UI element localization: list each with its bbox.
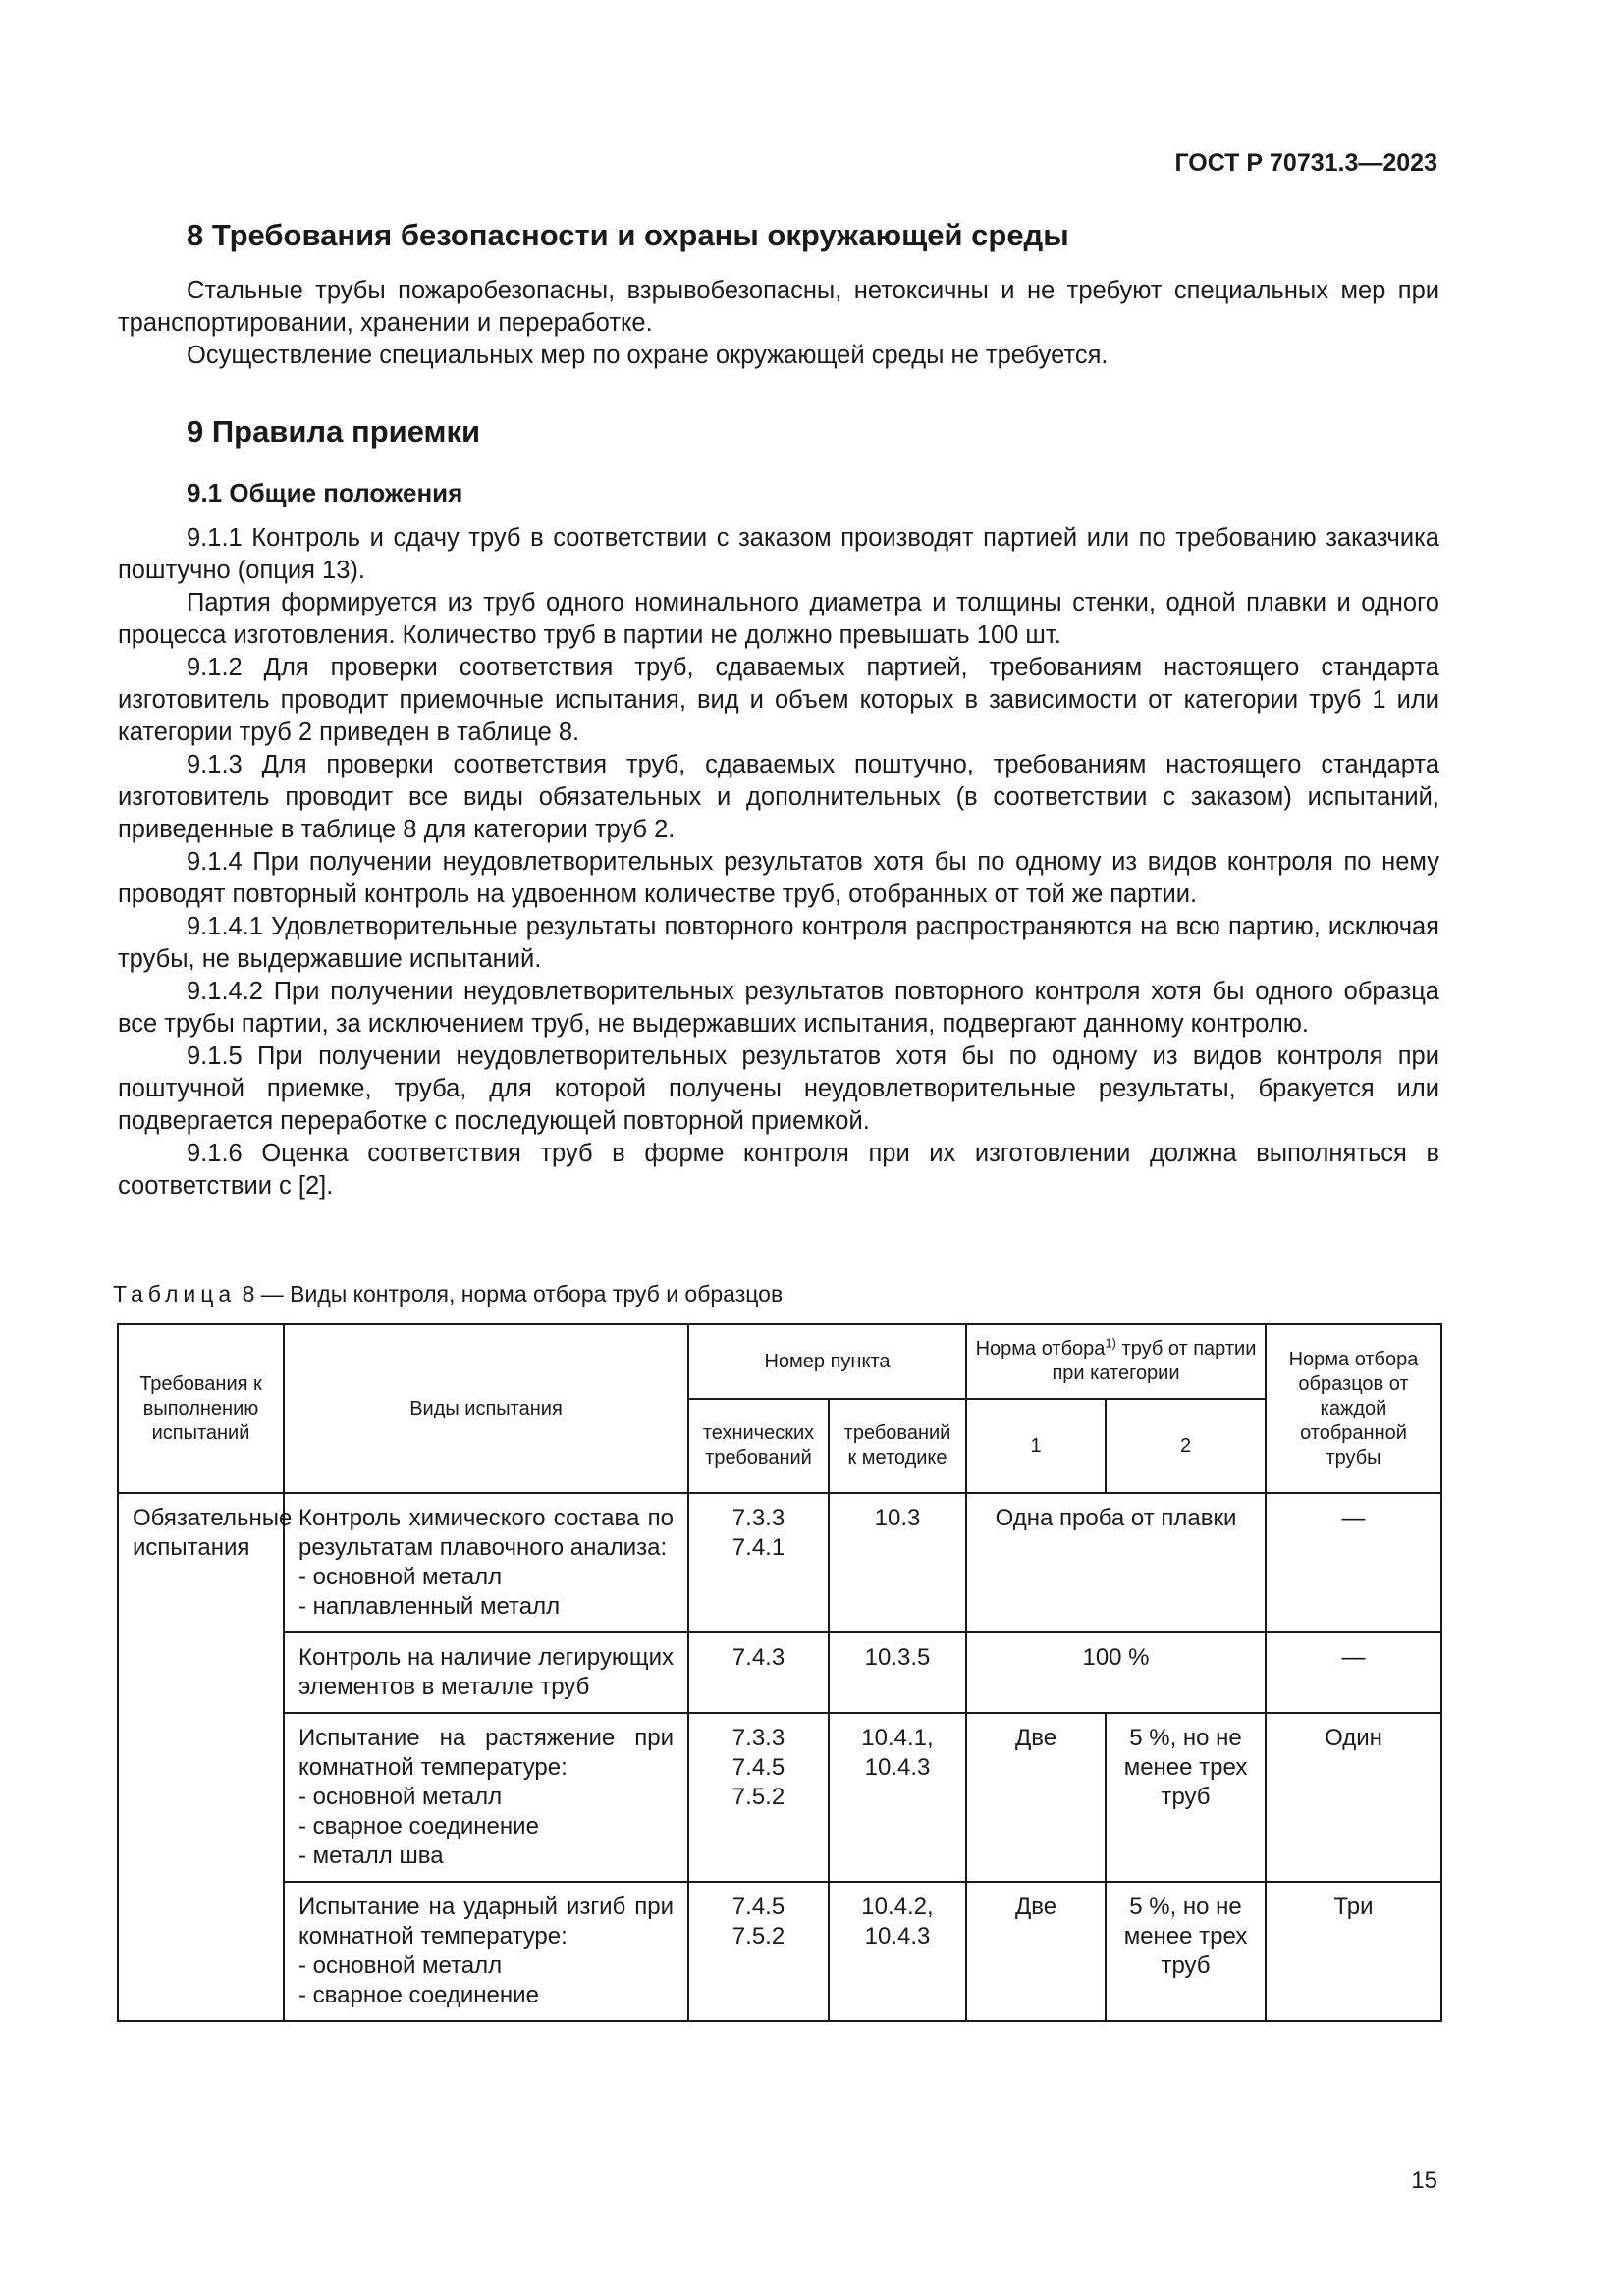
header-clause-number: Номер пункта [688, 1324, 966, 1399]
table-row [118, 1882, 1441, 2021]
test-type-cell: Контроль химического состава по результатам плавочного анализа: - основной металл - наплавленный металл [284, 1493, 688, 1632]
paragraph: 9.1.4 При получении неудовлетворительных результатов хотя бы по одному из видов контроля по нему проводят повторный контроль на удвоенном количестве труб, отобранных от той же партии. [118, 848, 1439, 908]
header-tech-requirements: технических требований [688, 1399, 829, 1493]
samples-cell: Один [1266, 1713, 1441, 1882]
table-row [118, 1493, 1441, 1632]
acceptance-table [117, 1323, 1442, 2022]
header-samples-rate: Норма отбора образцов от каждой отобранной трубы [1266, 1324, 1441, 1493]
section-9-body [118, 522, 1439, 1202]
tech-clause-cell: 7.4.5 7.5.2 [688, 1882, 829, 2021]
test-type-cell: Испытание на ударный изгиб при комнатной температуре: - основной металл - сварное соединение [284, 1882, 688, 2021]
paragraph: 9.1.3 Для проверки соответствия труб, сдаваемых поштучно, требованиям настоящего стандарта изготовитель проводит все виды обязательных и дополнительных (в соответствии с заказом) испытаний, приведенные в таблице 8 для категории труб 2. [118, 751, 1439, 843]
table-caption-text: 8 — Виды контроля, норма отбора труб и образцов [242, 1281, 784, 1307]
document-code: ГОСТ Р 70731.3—2023 [1174, 149, 1437, 177]
paragraph: 9.1.4.1 Удовлетворительные результаты повторного контроля распространяются на всю партию, исключая трубы, не выдержавшие испытаний. [118, 913, 1439, 973]
sampling-rate-text: Норма отбора [975, 1338, 1106, 1360]
header-category-2: 2 [1106, 1399, 1266, 1493]
paragraph: 9.1.4.2 При получении неудовлетворительных результатов повторного контроля хотя бы одного образца все трубы партии, за исключением труб, не выдержавших испытания, подвергают данному контролю. [118, 978, 1439, 1038]
header-sampling-rate [966, 1324, 1266, 1399]
page-number: 15 [1411, 2167, 1437, 2194]
category-1-cell: Две [966, 1882, 1106, 2021]
table-row [118, 1632, 1441, 1713]
section-8-title: 8 Требования безопасности и охраны окружающей среды [187, 218, 1069, 252]
paragraph: 9.1.6 Оценка соответствия труб в форме контроля при их изготовлении должна выполняться в соответствии с [2]. [118, 1140, 1439, 1200]
method-clause-cell: 10.3 [829, 1493, 966, 1632]
paragraph: 9.1.2 Для проверки соответствия труб, сдаваемых партией, требованиям настоящего стандарта изготовитель проводит приемочные испытания, вид и объем которых в зависимости от категории труб 1 или категории труб 2 приведен в таблице 8. [118, 654, 1439, 746]
section-9-title: 9 Правила приемки [187, 414, 481, 449]
section-8-body [118, 275, 1439, 372]
table-row [118, 1713, 1441, 1882]
category-2-cell: 5 %, но не менее трех труб [1106, 1713, 1266, 1882]
category-2-cell: 5 %, но не менее трех труб [1106, 1882, 1266, 2021]
method-clause-cell: 10.4.2, 10.4.3 [829, 1882, 966, 2021]
paragraph: 9.1.1 Контроль и сдачу труб в соответствии с заказом производят партией или по требованию заказчика поштучно (опция 13). [118, 524, 1439, 584]
test-type-cell: Контроль на наличие легирующих элементов в металле труб [284, 1632, 688, 1713]
method-clause-cell: 10.4.1, 10.4.3 [829, 1713, 966, 1882]
paragraph: Партия формируется из труб одного номинального диаметра и толщины стенки, одной плавки и одного процесса изготовления. Количество труб в партии не должно превышать 100 шт. [118, 589, 1439, 649]
tech-clause-cell: 7.4.3 [688, 1632, 829, 1713]
sampling-rate-text-2: труб от партии при категории [1052, 1338, 1257, 1384]
group-label: Обязательные испытания [118, 1493, 284, 2021]
samples-cell: — [1266, 1632, 1441, 1713]
paragraph: 9.1.5 При получении неудовлетворительных результатов хотя бы по одному из видов контроля при поштучной приемке, труба, для которой получены неудовлетворительные результаты, бракуется или подвергается переработке с последующей повторной приемкой. [118, 1042, 1439, 1135]
sampling-merged-cell: Одна проба от плавки [966, 1493, 1266, 1632]
table-caption [113, 1281, 783, 1308]
header-requirements: Требования к выполнению испытаний [118, 1324, 284, 1493]
test-type-cell: Испытание на растяжение при комнатной температуре: - основной металл - сварное соединение - металл шва [284, 1713, 688, 1882]
paragraph: Осуществление специальных мер по охране окружающей среды не требуется. [187, 342, 1109, 369]
header-method-requirements: требований к методике [829, 1399, 966, 1493]
method-clause-cell: 10.3.5 [829, 1632, 966, 1713]
header-category-1: 1 [966, 1399, 1106, 1493]
samples-cell: — [1266, 1493, 1441, 1632]
header-test-types: Виды испытания [284, 1324, 688, 1493]
subsection-9-1-title: 9.1 Общие положения [187, 478, 463, 507]
tech-clause-cell: 7.3.3 7.4.1 [688, 1493, 829, 1632]
paragraph: Стальные трубы пожаробезопасны, взрывобезопасны, нетоксичны и не требуют специальных мер при транспортировании, хранении и переработке. [118, 277, 1439, 337]
category-1-cell: Две [966, 1713, 1106, 1882]
sampling-merged-cell: 100 % [966, 1632, 1266, 1713]
table-caption-label: Таблица [113, 1281, 237, 1307]
tech-clause-cell: 7.3.3 7.4.5 7.5.2 [688, 1713, 829, 1882]
samples-cell: Три [1266, 1882, 1441, 2021]
footnote-marker: 1) [1105, 1335, 1116, 1351]
